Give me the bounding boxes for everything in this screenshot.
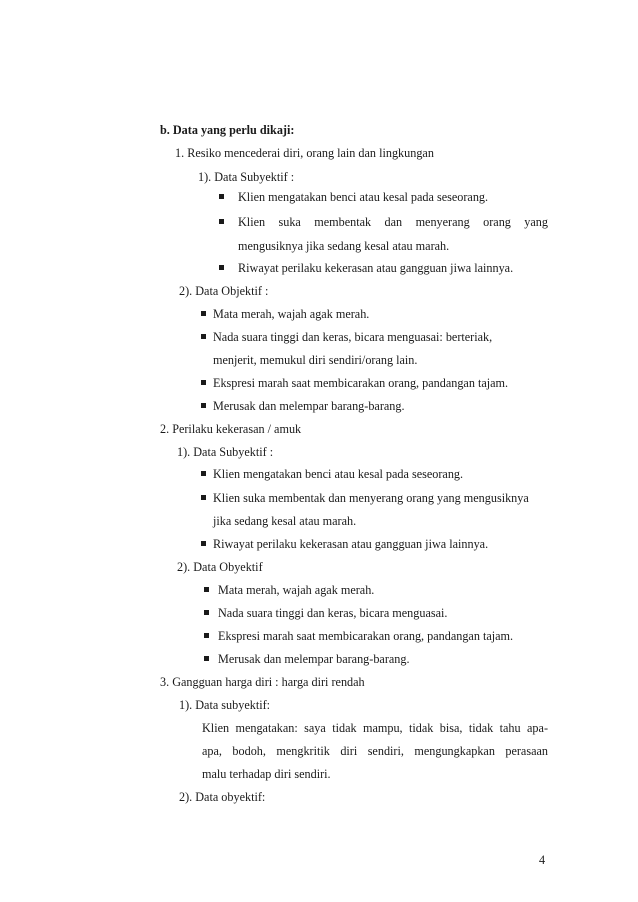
page-number: 4 [539,853,546,867]
item-2-subjektif-title: 1). Data Subyektif : [177,445,274,459]
list-item: Klien suka membentak dan menyerang orang yang [238,215,548,229]
bullet-icon [219,265,224,270]
list-item: Klien suka membentak dan menyerang orang yang mengusiknya [213,491,529,505]
item-3-subjektif-title: 1). Data subyektif: [179,698,271,712]
item-3-title: 3. Gangguan harga diri : harga diri rendah [160,675,365,689]
bullet-icon [201,380,206,385]
list-item-continuation: jika sedang kesal atau marah. [213,514,357,528]
bullet-icon [219,219,224,224]
list-item: Mata merah, wajah agak merah. [213,307,370,321]
item-1-subjektif-title: 1). Data Subyektif : [198,170,295,184]
bullet-icon [204,656,209,661]
paragraph-line: malu terhadap diri sendiri. [202,767,331,781]
bullet-icon [201,495,206,500]
list-item: Merusak dan melempar barang-barang. [218,652,410,666]
bullet-icon [201,334,206,339]
bullet-icon [201,403,206,408]
list-item-continuation: mengusiknya jika sedang kesal atau marah. [238,239,450,253]
paragraph-line: apa, bodoh, mengkritik diri sendiri, mengungkapkan perasaan [202,744,548,758]
bullet-icon [204,633,209,638]
list-item: Ekspresi marah saat membicarakan orang, pandangan tajam. [218,629,514,643]
list-item: Riwayat perilaku kekerasan atau gangguan jiwa lainnya. [213,537,489,551]
item-3-objektif-title: 2). Data obyektif: [179,790,266,804]
item-1-title: 1. Resiko mencederai diri, orang lain dan lingkungan [175,146,434,160]
list-item: Klien mengatakan benci atau kesal pada seseorang. [213,467,464,481]
list-item: Merusak dan melempar barang-barang. [213,399,405,413]
bullet-icon [201,311,206,316]
bullet-icon [201,541,206,546]
bullet-icon [201,471,206,476]
bullet-icon [219,194,224,199]
list-item: Nada suara tinggi dan keras, bicara menguasai. [218,606,448,620]
list-item: Ekspresi marah saat membicarakan orang, pandangan tajam. [213,376,509,390]
list-item: Klien mengatakan benci atau kesal pada seseorang. [238,190,489,204]
bullet-icon [204,587,209,592]
item-2-objektif-title: 2). Data Obyektif [177,560,263,574]
bullet-icon [204,610,209,615]
item-2-title: 2. Perilaku kekerasan / amuk [160,422,302,436]
paragraph-line: Klien mengatakan: saya tidak mampu, tidak bisa, tidak tahu apa- [202,721,548,735]
list-item: Riwayat perilaku kekerasan atau gangguan jiwa lainnya. [238,261,514,275]
section-heading: b. Data yang perlu dikaji: [160,123,295,137]
item-1-objektif-title: 2). Data Objektif : [179,284,269,298]
list-item: Mata merah, wajah agak merah. [218,583,375,597]
list-item: Nada suara tinggi dan keras, bicara menguasai: berteriak, [213,330,493,344]
list-item-continuation: menjerit, memukul diri sendiri/orang lain. [213,353,418,367]
